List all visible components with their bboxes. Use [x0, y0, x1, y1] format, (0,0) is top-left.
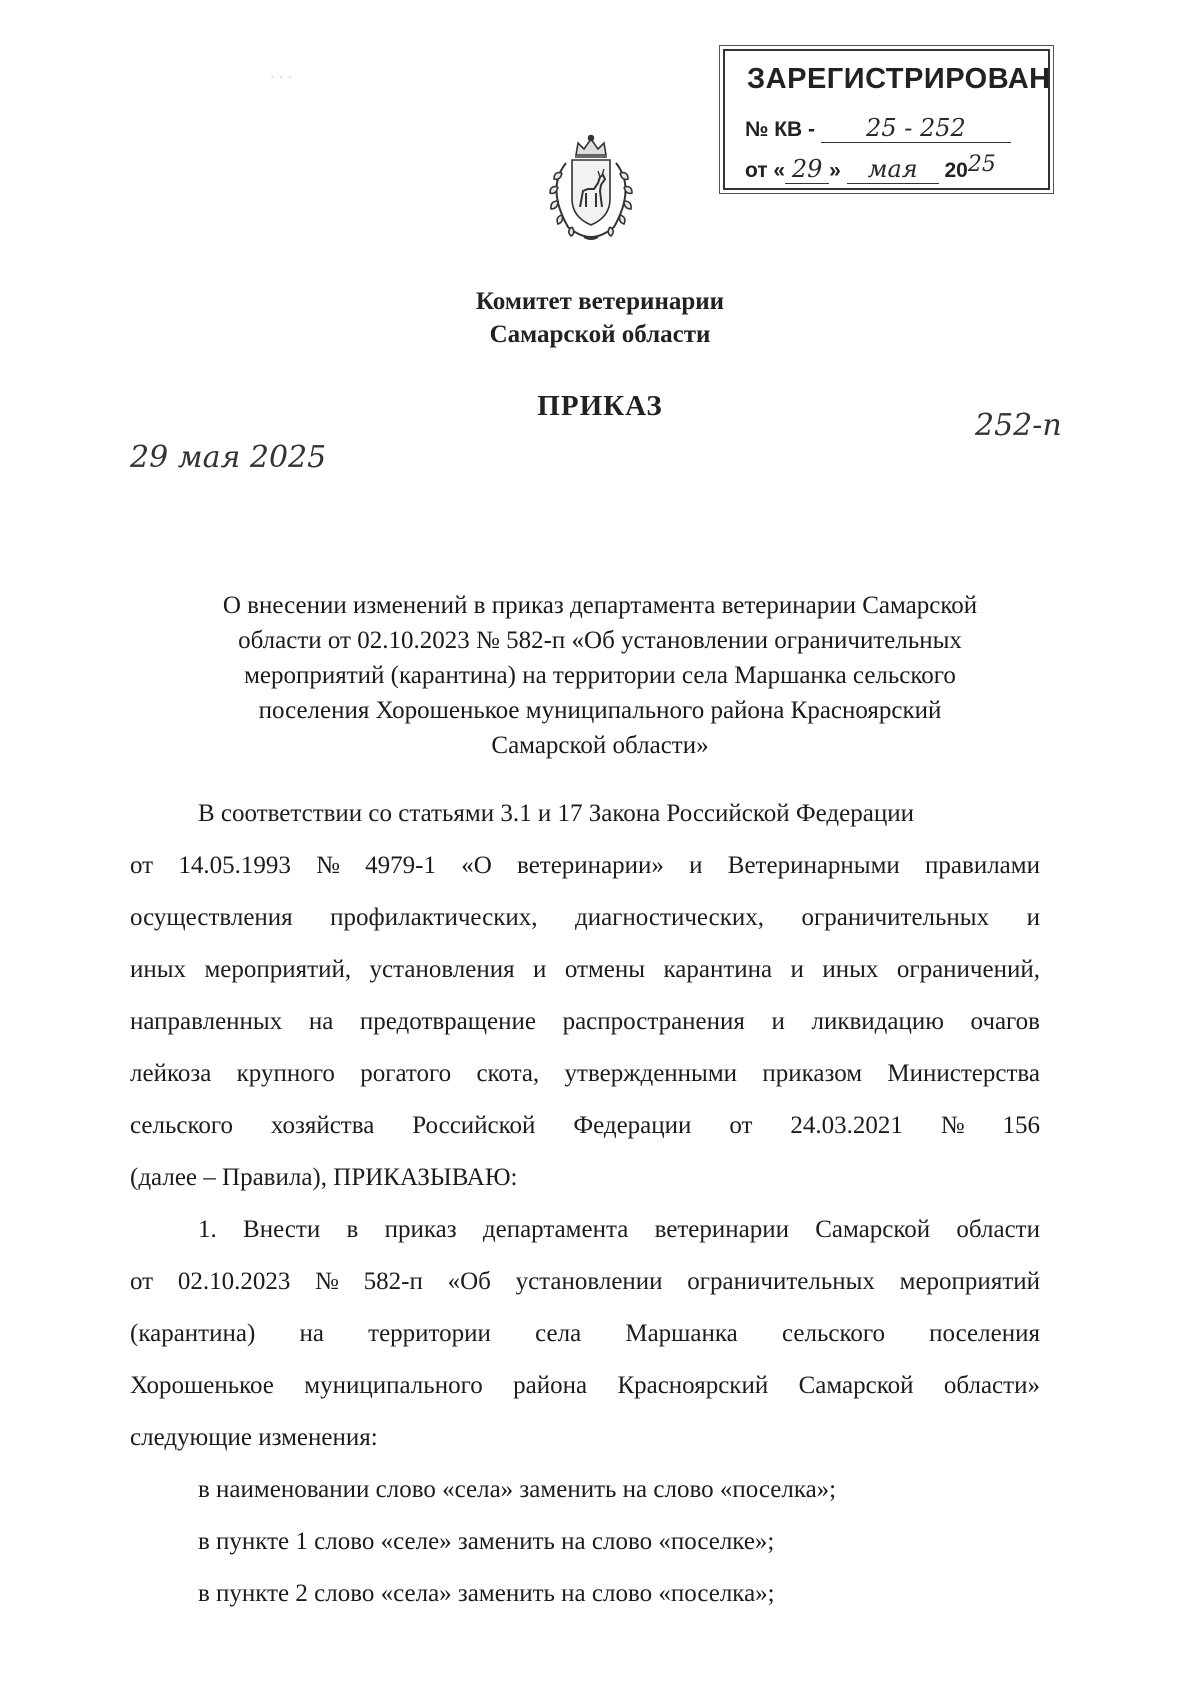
change-item: в пункте 1 слово «селе» заменить на слово «поселке»;	[198, 1528, 775, 1555]
word: установления	[369, 956, 515, 983]
stamp-date-line	[745, 152, 996, 184]
word: 4979-1	[365, 852, 436, 879]
organization-name-line1: Комитет ветеринарии	[475, 288, 725, 315]
change-item: в пункте 2 слово «села» заменить на слово «поселка»;	[198, 1580, 775, 1607]
subject-line: О внесении изменений в приказ департамента ветеринарии Самарской	[222, 592, 978, 619]
word: Министерства	[887, 1060, 1040, 1087]
word: поселения	[929, 1320, 1040, 1347]
paragraph-line	[130, 1204, 1040, 1256]
word: приказ	[384, 1216, 457, 1243]
word: области»	[943, 1372, 1040, 1399]
word: департамента	[482, 1216, 629, 1243]
paragraph-line	[130, 1100, 1040, 1152]
word: профилактических,	[330, 904, 538, 931]
scan-noise: · · ·	[270, 70, 293, 86]
word: и	[790, 956, 804, 983]
preamble-paragraph	[130, 788, 1040, 1204]
word: в	[346, 1216, 359, 1243]
word: Ветеринарными	[727, 852, 900, 879]
word: и	[533, 956, 547, 983]
word: иных	[130, 956, 187, 983]
paragraph-line	[130, 1256, 1040, 1308]
stamp-title: ЗАРЕГИСТРИРОВАН	[747, 63, 1051, 95]
word: ликвидацию	[811, 1008, 944, 1035]
paragraph-line	[130, 996, 1040, 1048]
paragraph-line	[130, 892, 1040, 944]
paragraph-line: (далее – Правила), ПРИКАЗЫВАЮ:	[130, 1164, 518, 1191]
word: 14.05.1993	[178, 852, 291, 879]
paragraph-line	[130, 1308, 1040, 1360]
word: распространения	[562, 1008, 745, 1035]
word: Внести	[243, 1216, 321, 1243]
word: «О	[461, 852, 492, 879]
changes-list	[130, 1464, 1040, 1620]
registration-stamp	[723, 49, 1050, 190]
word: Хорошенькое	[130, 1372, 274, 1399]
samara-coat-of-arms-icon	[528, 133, 654, 243]
word: от	[130, 1268, 154, 1295]
word: на	[308, 1008, 334, 1035]
word: очагов	[970, 1008, 1040, 1035]
handwritten-order-number: 252-п	[975, 408, 1062, 443]
word: лейкоза	[130, 1060, 212, 1087]
word: предотвращение	[359, 1008, 536, 1035]
word: утвержденными	[564, 1060, 738, 1087]
word: 1.	[198, 1216, 217, 1243]
word: от	[130, 852, 154, 879]
word: Российской	[412, 1112, 536, 1139]
word: 24.03.2021	[790, 1112, 903, 1139]
word: карантина	[663, 956, 773, 983]
word: на	[299, 1320, 324, 1347]
word: и	[1026, 904, 1040, 931]
word: диагностических,	[574, 904, 764, 931]
stamp-date-prefix: от «	[745, 159, 786, 182]
stamp-date-day: 29	[785, 155, 829, 184]
word: №	[316, 852, 340, 879]
paragraph-line	[130, 840, 1040, 892]
word: направленных	[130, 1008, 283, 1035]
word: хозяйства	[270, 1112, 375, 1139]
stamp-number-line	[745, 114, 1011, 143]
handwritten-date: 29 мая 2025	[130, 440, 327, 475]
word: ограничений,	[896, 956, 1040, 983]
paragraph-line	[130, 1360, 1040, 1412]
word: Маршанка	[625, 1320, 738, 1347]
word: 156	[1002, 1112, 1040, 1139]
word: «Об	[447, 1268, 491, 1295]
word: и	[689, 852, 703, 879]
subject-line: поселения Хорошенькое муниципального района Красноярский	[258, 697, 942, 724]
paragraph-line: следующие изменения:	[130, 1424, 378, 1451]
word: №	[315, 1268, 339, 1295]
subject-line: области от 02.10.2023 № 582-п «Об установлении ограничительных	[238, 627, 962, 654]
word: установлении	[515, 1268, 663, 1295]
organization-name-line2: Самарской области	[489, 321, 711, 348]
word: села	[535, 1320, 582, 1347]
paragraph-line	[130, 1048, 1040, 1100]
word: осуществления	[130, 904, 293, 931]
word: ограничительных	[687, 1268, 875, 1295]
word: области	[956, 1216, 1040, 1243]
word: правилами	[925, 852, 1040, 879]
word: муниципального	[304, 1372, 483, 1399]
paragraph-line	[130, 944, 1040, 996]
word: Красноярский	[617, 1372, 769, 1399]
word: (карантина)	[130, 1320, 256, 1347]
word: и	[771, 1008, 785, 1035]
word: №	[940, 1112, 965, 1139]
word: от	[729, 1112, 753, 1139]
word: рогатого	[360, 1060, 452, 1087]
stamp-number-value: 25 - 252	[821, 114, 1011, 143]
word: мероприятий,	[204, 956, 352, 983]
word: 02.10.2023	[177, 1268, 291, 1295]
word: района	[513, 1372, 588, 1399]
word: Федерации	[573, 1112, 692, 1139]
word: ограничительных	[801, 904, 990, 931]
paragraph-line: В соответствии со статьями 3.1 и 17 Закона Российской Федерации	[198, 800, 914, 827]
word: ветеринарии	[654, 1216, 789, 1243]
word: скота,	[476, 1060, 540, 1087]
word: отмены	[564, 956, 646, 983]
word: иных	[822, 956, 879, 983]
word: крупного	[236, 1060, 335, 1087]
word: Самарской	[798, 1372, 914, 1399]
word: мероприятий	[899, 1268, 1040, 1295]
stamp-date-month: мая	[847, 155, 939, 184]
word: ветеринарии»	[517, 852, 664, 879]
word: сельского	[130, 1112, 233, 1139]
stamp-number-prefix: № КВ -	[745, 118, 816, 141]
word: территории	[368, 1320, 491, 1347]
document-subject	[140, 588, 1060, 763]
word: сельского	[781, 1320, 885, 1347]
word: 582-п	[363, 1268, 423, 1295]
subject-line: мероприятий (карантина) на территории села Маршанка сельского	[244, 662, 956, 689]
stamp-date-sep: »	[829, 159, 841, 182]
stamp-year-suffix: 25	[967, 152, 996, 177]
stamp-year-prefix: 20	[944, 159, 968, 182]
word: Самарской	[815, 1216, 931, 1243]
item-1-paragraph	[130, 1204, 1040, 1464]
change-item: в наименовании слово «села» заменить на слово «поселка»;	[198, 1476, 837, 1503]
document-type-title: ПРИКАЗ	[537, 390, 663, 422]
word: приказом	[762, 1060, 863, 1087]
subject-line: Самарской области»	[491, 732, 709, 759]
